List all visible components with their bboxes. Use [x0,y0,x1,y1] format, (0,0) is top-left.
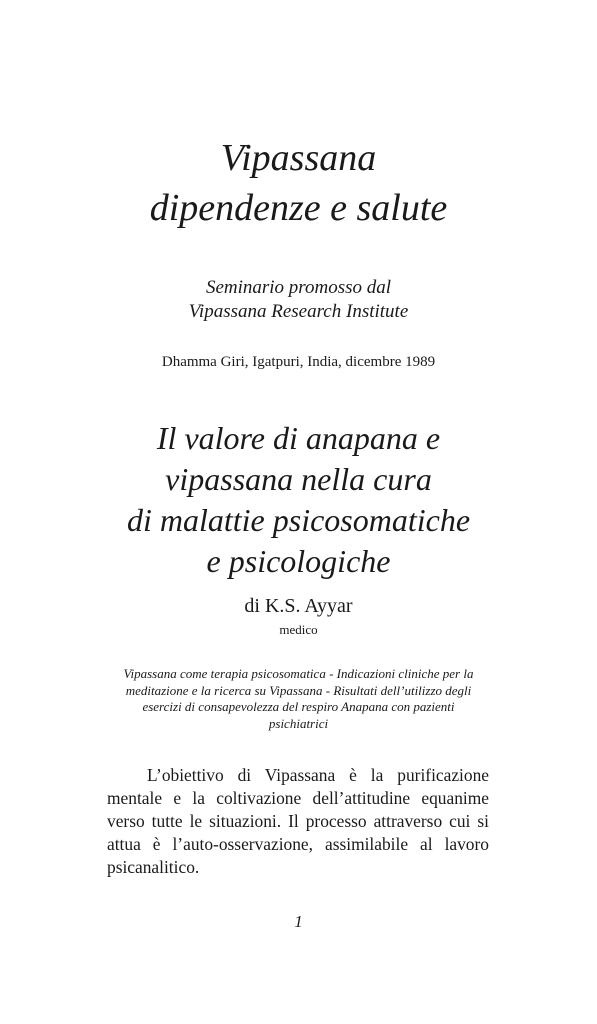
seminar-note [0,276,597,324]
author-role: medico [279,622,318,637]
article-title-line-3: di malattie psicosomatiche [126,502,471,538]
article-title-line-4: e psicologiche [206,543,391,579]
body-paragraph: L’obiettivo di Vipassana è la purificazione mentale e la coltivazione dell’attitudine equanime verso tutte le situazioni. Il processo attraverso cui si attua è l’auto-osservazione, assimilabile al lavoro psicanalitico. [107,765,489,877]
book-title-line-2: dipendenze e salute [149,187,448,229]
event-location: Dhamma Giri, Igatpuri, India, dicembre 1989 [161,354,436,370]
article-title-line-2: vipassana nella cura [165,461,432,497]
article-title [0,418,597,582]
page-number: 1 [294,912,303,931]
book-title-line-1: Vipassana [220,137,377,179]
author-name: di K.S. Ayyar [244,595,353,617]
article-title-line-1: Il valore di anapana e [156,420,441,456]
article-abstract: Vipassana come terapia psicosomatica - Indicazioni cliniche per la meditazione e la ricerca su Vipassana - Risultati dell’utilizzo degli esercizi di consapevolezza del respiro Anapana con pazienti psichiatrici [123,666,474,731]
book-title [0,133,597,233]
seminar-line-1: Seminario promosso dal [205,277,392,298]
seminar-line-2: Vipassana Research Institute [188,301,409,322]
